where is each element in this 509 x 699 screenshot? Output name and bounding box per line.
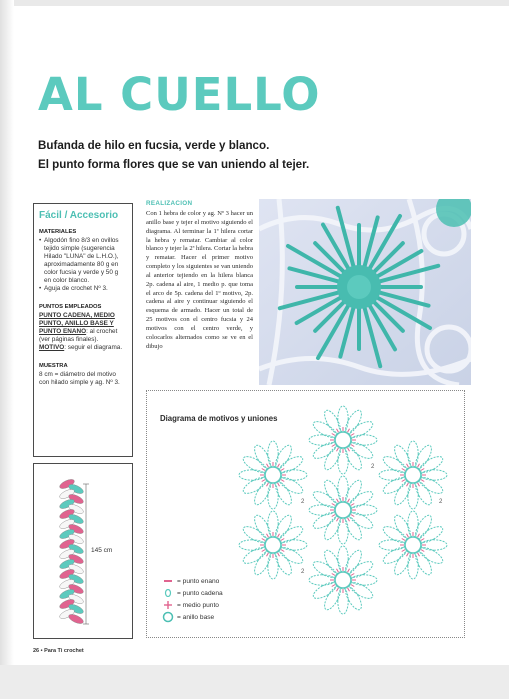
crochet-flower-image: [259, 199, 471, 385]
chain-petal: [417, 523, 445, 545]
flower-motif: [309, 546, 377, 614]
stitch-mark: [421, 469, 424, 471]
chain-petal: [417, 474, 445, 496]
legend-item-punto-cadena: = punto cadena: [162, 587, 223, 599]
flower-motif: [239, 441, 307, 509]
stitch-mark: [402, 539, 405, 541]
chain-petal: [241, 474, 269, 496]
muestra-text: 8 cm = diámetro del motivo con hilado simple y ag. Nº 3.: [39, 371, 120, 386]
page-top-edge: [0, 0, 509, 6]
page-bottom-margin: [0, 665, 509, 699]
chain-petal: [412, 479, 434, 507]
stitch-mark: [281, 539, 284, 541]
oval-icon: [162, 589, 174, 597]
plus-icon: [162, 600, 174, 610]
subtitle-line-1: Bufanda de hilo en fucsia, verde y blanco.: [38, 139, 270, 152]
stitch-mark: [407, 483, 409, 486]
chain-petal: [342, 478, 364, 506]
stitch-mark: [278, 534, 280, 537]
chain-petal: [347, 418, 375, 440]
motif-diagram: [228, 395, 458, 631]
materiales-item: • Aguja de crochet Nº 3.: [39, 285, 108, 292]
round-number: 2: [439, 499, 443, 505]
chain-petal: [241, 523, 269, 545]
chain-petal: [412, 513, 434, 541]
stitch-mark: [337, 518, 339, 521]
stitch-mark: [337, 588, 339, 591]
stitch-mark: [348, 588, 350, 591]
stitch-mark: [402, 550, 405, 552]
chain-petal: [277, 523, 305, 545]
stitch-mark: [351, 504, 354, 506]
page-subtitle: [38, 136, 309, 174]
chain-petal: [391, 479, 413, 507]
page-footer: 26 • Para Ti crochet: [33, 648, 84, 654]
anillo-base-ring: [265, 537, 281, 553]
chain-petal: [417, 544, 445, 566]
ring-icon: [162, 611, 174, 623]
chain-petal: [347, 579, 375, 601]
chain-petal: [321, 514, 343, 542]
difficulty-label: Fácil / Accesorio: [39, 210, 119, 221]
chain-petal: [412, 443, 434, 471]
scarf-schematic-panel: [33, 463, 133, 639]
stitch-mark: [348, 429, 350, 432]
chain-petal: [412, 549, 434, 577]
chain-petal: [277, 474, 305, 496]
chain-petal: [342, 514, 364, 542]
stitch-mark: [332, 434, 335, 436]
stitch-mark: [407, 464, 409, 467]
chain-petal: [311, 439, 339, 461]
stitch-mark: [402, 480, 405, 482]
legend-item-anillo-base: = anillo base: [162, 611, 223, 623]
stitch-mark: [267, 483, 269, 486]
stitch-mark: [421, 480, 424, 482]
stitch-mark: [267, 553, 269, 556]
stitch-mark: [407, 534, 409, 537]
stitch-mark: [348, 518, 350, 521]
stitch-mark: [351, 574, 354, 576]
stitch-mark: [332, 574, 335, 576]
diagram-title: Diagrama de motivos y uniones: [160, 414, 278, 423]
stitch-mark: [418, 483, 420, 486]
chain-petal: [311, 558, 339, 580]
flower-motif: [379, 441, 447, 509]
stitch-mark: [337, 569, 339, 572]
scarf-motif: [67, 613, 84, 626]
chain-petal: [321, 584, 343, 612]
round-number: 2: [301, 569, 305, 575]
chain-petal: [251, 513, 273, 541]
chain-petal: [347, 488, 375, 510]
puntos-heading: PUNTOS EMPLEADOS: [39, 304, 102, 310]
dash-icon: [162, 578, 174, 584]
chain-petal: [391, 549, 413, 577]
chain-petal: [272, 443, 294, 471]
anillo-base-ring: [335, 432, 351, 448]
chain-petal: [321, 478, 343, 506]
chain-petal: [251, 479, 273, 507]
chain-petal: [272, 479, 294, 507]
stitch-mark: [281, 469, 284, 471]
stitch-mark: [418, 464, 420, 467]
anillo-base-ring: [405, 537, 421, 553]
chain-petal: [417, 453, 445, 475]
legend-item-punto-enano: = punto enano: [162, 575, 223, 587]
page-fold-shadow: [0, 0, 14, 699]
chain-petal: [251, 443, 273, 471]
chain-petal: [381, 523, 409, 545]
stitch-mark: [267, 534, 269, 537]
chain-petal: [272, 549, 294, 577]
stitch-mark: [262, 469, 265, 471]
chain-petal: [381, 474, 409, 496]
chain-petal: [342, 444, 364, 472]
chain-petal: [241, 453, 269, 475]
chain-petal: [277, 453, 305, 475]
realizacion-text: Con 1 hebra de color y ag. Nº 3 hacer un anillo base y tejer el motivo siguiendo el diagrama. Al terminar la 1ª hilera cortar la hebra y rematar. Cambiar al color blanco y tejer la 2ª hilera. Cortar la hebra y rematar. Hacer el primer motivo completo y los siguientes se van uniendo al anterior tejiendo en la hilera blanca 2p. cadena al aire, 1 medio p. que toma el arco de 5p. cadena del 1º motivo, 2p. cadena al aire y continuar siguiendo el esquema de armado. Hacer un total de 25 motivos con el centro fucsia y 24 motivos con el centro verde, y colocarlos alternados como se ve en el dibujo: [146, 210, 254, 350]
anillo-base-ring: [265, 467, 281, 483]
stitch-mark: [421, 550, 424, 552]
chain-petal: [311, 418, 339, 440]
materiales-item: • Algodón fino 8/3 en ovillos tejido simple (sugerencia Hilado "LUNA" de L.H.O.), aproximadamente 80 g en color fucsia y verde y 50 g en color blanco.: [39, 237, 119, 284]
round-number: 2: [371, 464, 375, 470]
stitch-mark: [278, 483, 280, 486]
chain-petal: [347, 509, 375, 531]
stitch-mark: [337, 429, 339, 432]
stitch-mark: [332, 585, 335, 587]
chain-petal: [391, 513, 413, 541]
stitch-mark: [281, 480, 284, 482]
chain-petal: [342, 584, 364, 612]
anillo-base-ring: [335, 502, 351, 518]
stitch-mark: [348, 499, 350, 502]
stitch-mark: [351, 585, 354, 587]
realizacion-heading: REALIZACION: [146, 200, 193, 207]
stitch-mark: [332, 504, 335, 506]
flower-motif: [309, 476, 377, 544]
stitch-mark: [267, 464, 269, 467]
chain-petal: [347, 558, 375, 580]
chain-petal: [251, 549, 273, 577]
stitch-mark: [262, 480, 265, 482]
chain-petal: [342, 408, 364, 436]
chain-petal: [391, 443, 413, 471]
subtitle-line-2: El punto forma flores que se van uniendo al tejer.: [38, 158, 310, 171]
stitch-mark: [407, 553, 409, 556]
chain-petal: [381, 544, 409, 566]
stitch-mark: [351, 445, 354, 447]
motivo-text: MOTIVO: seguir el diagrama.: [39, 344, 123, 351]
materiales-heading: MATERIALES: [39, 229, 77, 235]
muestra-heading: MUESTRA: [39, 363, 68, 369]
chain-petal: [321, 548, 343, 576]
chain-petal: [272, 513, 294, 541]
stitch-mark: [337, 499, 339, 502]
chain-petal: [342, 548, 364, 576]
chain-petal: [321, 444, 343, 472]
chain-petal: [311, 579, 339, 601]
scarf-length-label: 145 cm: [91, 547, 113, 554]
chain-petal: [277, 544, 305, 566]
anillo-base-ring: [335, 572, 351, 588]
anillo-base-ring: [405, 467, 421, 483]
stitch-mark: [348, 448, 350, 451]
stitch-mark: [278, 553, 280, 556]
stitch-mark: [421, 539, 424, 541]
chain-petal: [321, 408, 343, 436]
diagram-legend: [162, 575, 223, 623]
flower-motif: [309, 406, 377, 474]
page-title: AL CUELLO: [38, 68, 321, 121]
stitch-mark: [281, 550, 284, 552]
stitch-mark: [402, 469, 405, 471]
round-number: 2: [301, 499, 305, 505]
scarf-drawing: [34, 464, 132, 638]
stitch-mark: [351, 434, 354, 436]
stitch-mark: [337, 448, 339, 451]
stitch-mark: [332, 515, 335, 517]
puntos-text: PUNTO CADENA, MEDIO PUNTO, ANILLO BASE Y PUNTO ENANO: al crochet (ver páginas finales).: [39, 312, 118, 343]
info-box: [33, 203, 133, 457]
stitch-mark: [278, 464, 280, 467]
stitch-mark: [418, 553, 420, 556]
chain-petal: [241, 544, 269, 566]
chain-petal: [311, 509, 339, 531]
chain-petal: [347, 439, 375, 461]
stitch-mark: [332, 445, 335, 447]
chain-petal: [381, 453, 409, 475]
flower-motif: [239, 511, 307, 579]
stitch-mark: [262, 550, 265, 552]
stitch-mark: [348, 569, 350, 572]
flower-photo: [259, 199, 471, 385]
flower-motif: [379, 511, 447, 579]
legend-item-medio-punto: = medio punto: [162, 599, 223, 611]
stitch-mark: [351, 515, 354, 517]
chain-petal: [311, 488, 339, 510]
stitch-mark: [418, 534, 420, 537]
stitch-mark: [262, 539, 265, 541]
